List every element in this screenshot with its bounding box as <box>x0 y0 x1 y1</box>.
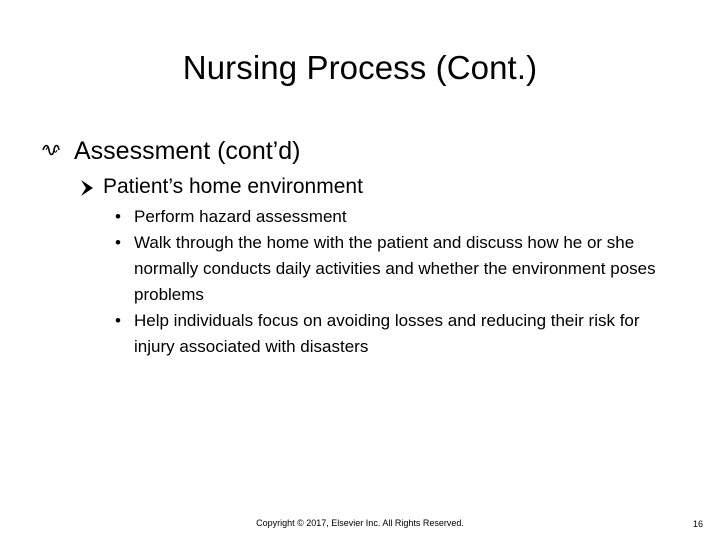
bullet-dot-icon: • <box>115 207 121 226</box>
level2-bullet-text: Patient’s home environment <box>103 175 363 198</box>
arrowhead-bullet-icon <box>80 179 94 197</box>
copyright-footer: Copyright © 2017, Elsevier Inc. All Rights Reserved. <box>256 518 464 528</box>
bullet-dot-icon: • <box>115 233 121 252</box>
bullet-text: Walk through the home with the patient and discuss how he or she normally conducts daily activities and whether the environment poses problems <box>134 233 656 304</box>
level1-bullet-text: Assessment (cont’d) <box>74 137 301 165</box>
slide-title: Nursing Process (Cont.) <box>182 49 538 86</box>
list-item <box>112 230 672 308</box>
bullet-list <box>112 204 672 360</box>
bullet-dot-icon: • <box>115 311 121 330</box>
page-number: 16 <box>692 519 703 529</box>
bullet-text: Help individuals focus on avoiding losses and reducing their risk for injury associated with disasters <box>134 311 640 356</box>
bullet-text: Perform hazard assessment <box>134 207 347 226</box>
list-item <box>112 308 672 360</box>
list-item <box>112 204 672 230</box>
wavy-bullet-icon <box>42 143 62 157</box>
